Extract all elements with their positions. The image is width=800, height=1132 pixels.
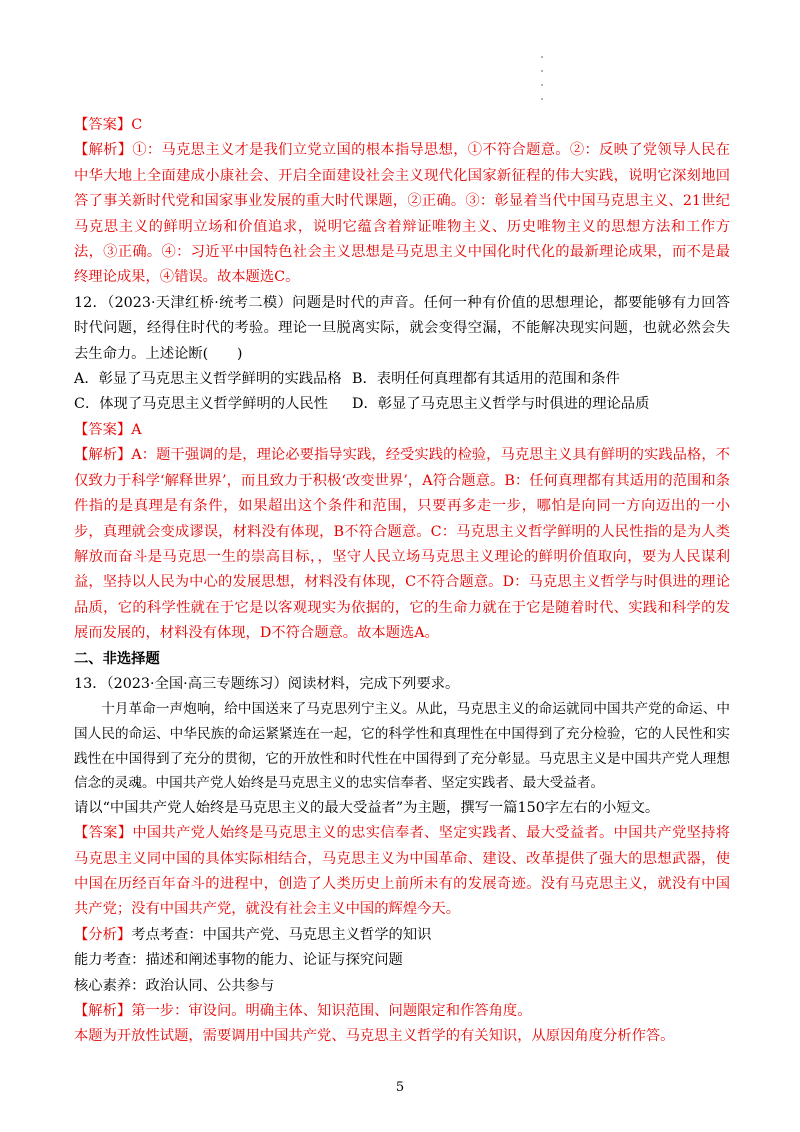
analysis-text: ①：马克思主义才是我们立党立国的根本指导思想，①不符合题意。②：反映了党领导人民在中华大地上全面建成小康社会、开启全面建设社会主义现代化国家新征程的伟大实践，说明它深刻地回答了事关新时代党和国家事业发展的重大时代课题，②正确。③：彰显着当代中国马克思主义、21世纪马克思主义的鲜明立场和价值追求，说明它蕴含着辩证唯物主义、历史唯物主义的思想方法和工作方法，③正确。④：习近平中国特色社会主义思想是马克思主义中国化时代化的最新理论成果，而不是最终理论成果，④错误。故本题选C。 [74,142,731,286]
q13-answer [74,821,730,923]
answer-tag: 【答案】 [74,421,132,438]
q11-answer [74,113,730,138]
answer-value: C [131,117,143,133]
analysis-text: A：题干强调的是，理论必要指导实践，经受实践的检验，马克思主义具有鲜明的实践品格，不仅致力于科学‘解释世界’，而且致力于积极‘改变世界’，A符合题意。B：任何真理都有其适用的范围和条件指的是真理是有条件，如果超出这个条件和范围，只要再多走一步，哪怕是向同一方向迈出的一小步，真理就会变成谬误，材料没有体现，B不符合题意。C：马克思主义哲学鲜明的人民性指的是为人类解放而奋斗是马克思一生的崇高目标，，坚守人民立场马克思主义理论的鲜明价值取向，要为人民谋利益，坚持以人民为中心的发展思想，材料没有体现，C不符合题意。D：马克思主义哲学与时俱进的理论品质，它的科学性就在于它是以客观现实为依据的，它的生命力就在于它是随着时代、实践和科学的发展而发展的，材料没有体现，D不符合题意。故本题选A。 [74,447,731,642]
page-number: 5 [395,1080,405,1095]
option-b: B．表明任何真理都有其适用的范围和条件 [352,371,620,388]
analysis-tag: 【解析】 [74,1002,132,1019]
q13-requirement: 请以“中国共产党人始终是马克思主义的最大受益者”为主题，撰写一篇150字左右的小短文。 [74,799,660,816]
answer-value: A [131,421,142,438]
answer-tag: 【答案】 [74,117,132,133]
section-heading: 二、非选择题 [74,650,160,667]
q12-analysis [74,443,730,646]
answer-tag: 【答案】 [74,825,133,842]
q12-stem: 12．（2023·天津红桥·统考二模）问题是时代的声音。任何一种有价值的思想理论，都要能够有力回答时代问题，经得住时代的考验。理论一旦脱离实际，就会变得空漏，不能解决现实问题，也就必然会失去生命力。上述论断( ) [74,294,730,362]
q13-ability: 能力考查：描述和阐述事物的能力、论证与探究问题 [74,952,403,969]
q12-options-row-1 [74,367,730,392]
q12-answer [74,418,730,443]
page-content [74,113,730,1050]
q13-literacy: 核心素养：政治认同、公共参与 [74,977,275,994]
option-d: D．彰显了马克思主义哲学与时俱进的理论品质 [352,396,650,413]
analysis-tag: 【解析】 [74,447,132,464]
q13-analysis [74,999,730,1024]
q13-analysis-body: 本题为开放性试题，需要调用中国共产党、马克思主义哲学的有关知识，从原因角度分析作答。 [74,1028,675,1045]
fenxi-tag: 【分析】 [74,926,132,943]
q13-material: 十月革命一声炮响，给中国送来了马克思列宁主义。从此，马克思主义的命运就同中国共产党的命运、中国人民的命运、中华民族的命运紧紧连在一起，它的科学性和真理性在中国得到了充分检验，它的人民性和实践性在中国得到了充分的贯彻，它的开放性和时代性在中国得到了充分彰显。马克思主义是中国共产党人理想信念的灵魂。中国共产党人始终是马克思主义的忠实信奉者、坚定实践者、最大受益者。 [74,701,730,792]
analysis-step1: 第一步：审设问。明确主体、知识范围、问题限定和作答角度。 [131,1002,532,1019]
q11-analysis [74,138,730,290]
option-a: A．彰显了马克思主义哲学鲜明的实践品格 [74,371,342,388]
q12-options-row-2 [74,392,730,417]
analysis-tag: 【解析】 [74,142,133,159]
q13-stem: 13．（2023·全国·高三专题练习）阅读材料，完成下列要求。 [74,675,460,692]
fenxi-text: 考点考查：中国共产党、马克思主义哲学的知识 [131,926,432,943]
option-c: C．体现了马克思主义哲学鲜明的人民性 [74,396,328,413]
q13-fenxi [74,923,730,948]
answer-text: 中国共产党人始终是马克思主义的忠实信奉者、坚定实践者、最大受益者。中国共产党坚持将马克思主义同中国的具体实际相结合，马克思主义为中国革命、建设、改革提供了强大的思想武器，使中国在历经百年奋斗的进程中，创造了人类历史上前所未有的发展奇迹。没有马克思主义，就没有中国共产党；没有中国共产党，就没有社会主义中国的辉煌今天。 [74,825,731,918]
margin-dots [541,56,547,112]
